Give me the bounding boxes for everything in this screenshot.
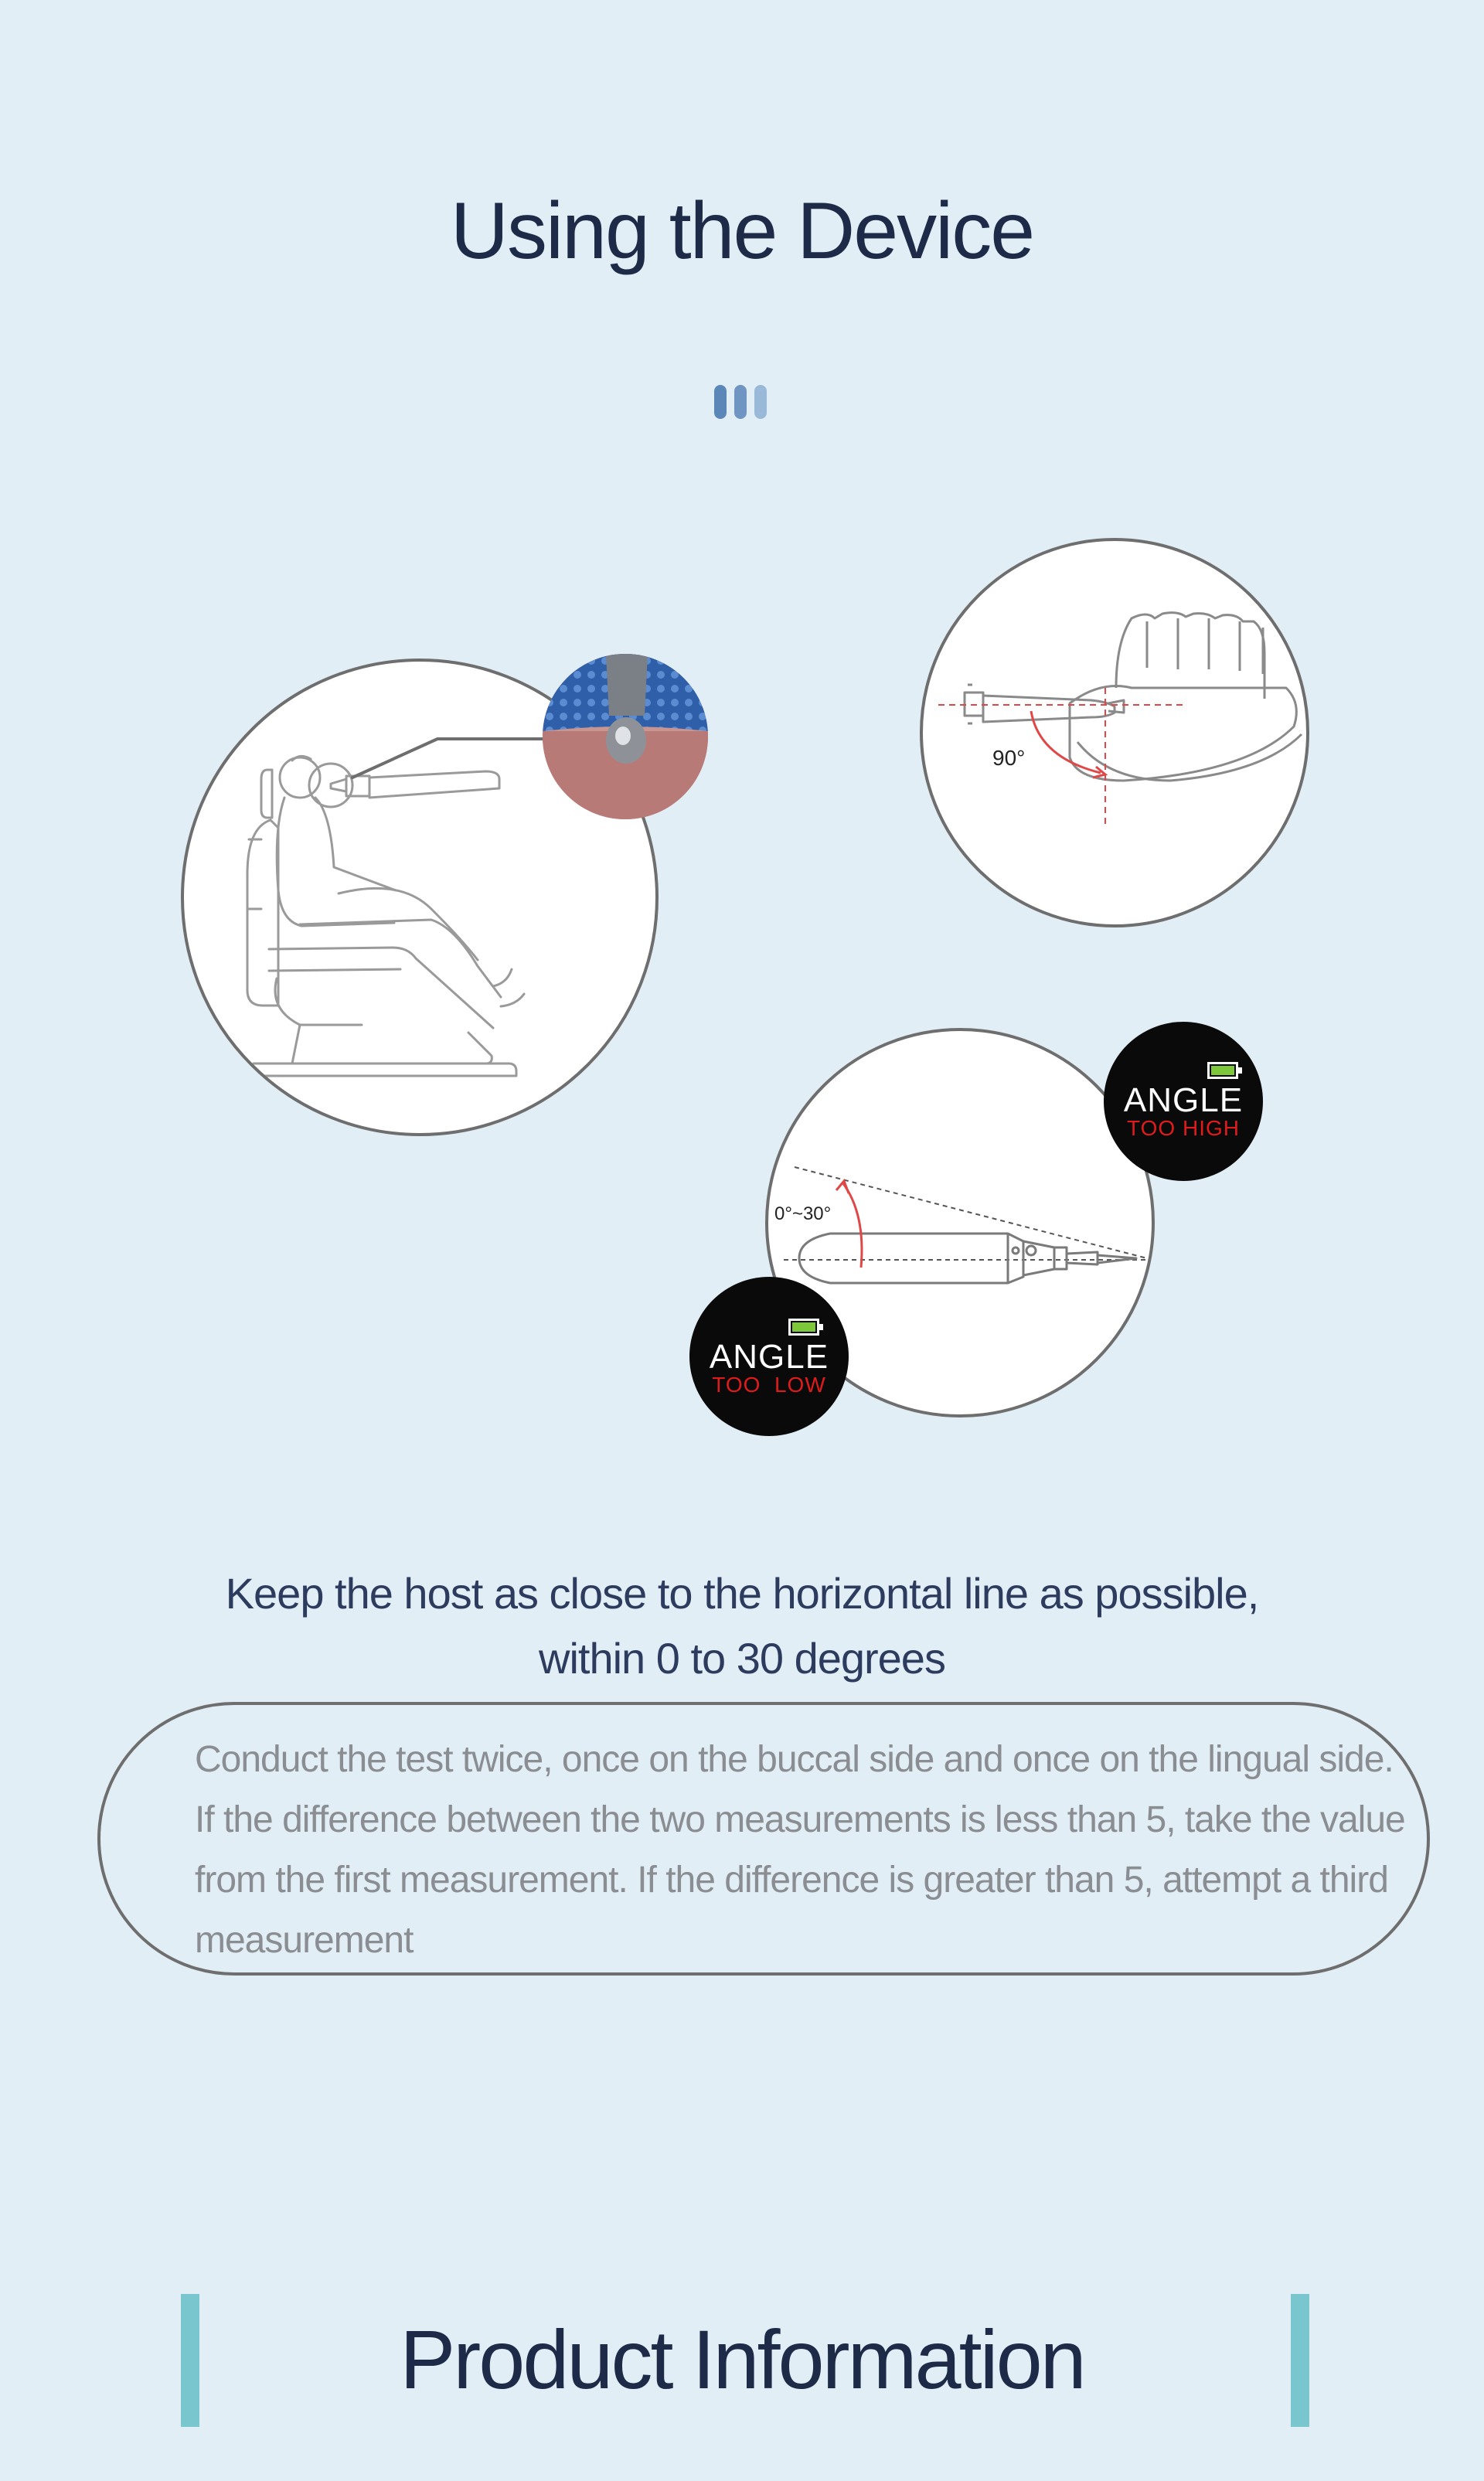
page-title: Using the Device <box>450 186 1034 276</box>
divider-dot <box>754 385 767 419</box>
divider-dot <box>714 385 727 419</box>
section-divider-dots <box>711 385 773 420</box>
angle-label-90: 90° <box>992 746 1026 770</box>
divider-dot <box>734 385 747 419</box>
angle-too-high-badge <box>1104 1022 1263 1181</box>
perpendicular-angle-illustration <box>920 538 1309 927</box>
section-title-product-information: Product Information <box>400 2313 1084 2406</box>
angle-label-range: 0°~30° <box>774 1203 832 1224</box>
jaw-model-icon <box>923 541 1309 927</box>
probe-closeup-photo <box>543 654 708 819</box>
instruction-text <box>0 1561 1484 1691</box>
angle-too-low-badge <box>689 1277 849 1436</box>
badge-high-line1: ANGLE <box>1123 1081 1244 1119</box>
battery-icon <box>788 1319 819 1336</box>
badge-low-line1: ANGLE <box>709 1338 829 1376</box>
battery-icon <box>1207 1062 1238 1079</box>
instruction-line1: Keep the host as close to the horizontal line as possible, <box>225 1569 1259 1618</box>
badge-high-line2: TOO HIGH <box>1127 1116 1240 1140</box>
measurement-note: Conduct the test twice, once on the buccal side and once on the lingual side. If the difference between the two measurements is less than 5, take the value from the first measurement. If the difference is greater than 5, attempt a third measurement <box>195 1739 1405 1961</box>
instruction-line2: within 0 to 30 degrees <box>539 1634 945 1683</box>
probe-tip-icon <box>543 654 708 819</box>
badge-low-line2: TOO LOW <box>712 1373 826 1397</box>
